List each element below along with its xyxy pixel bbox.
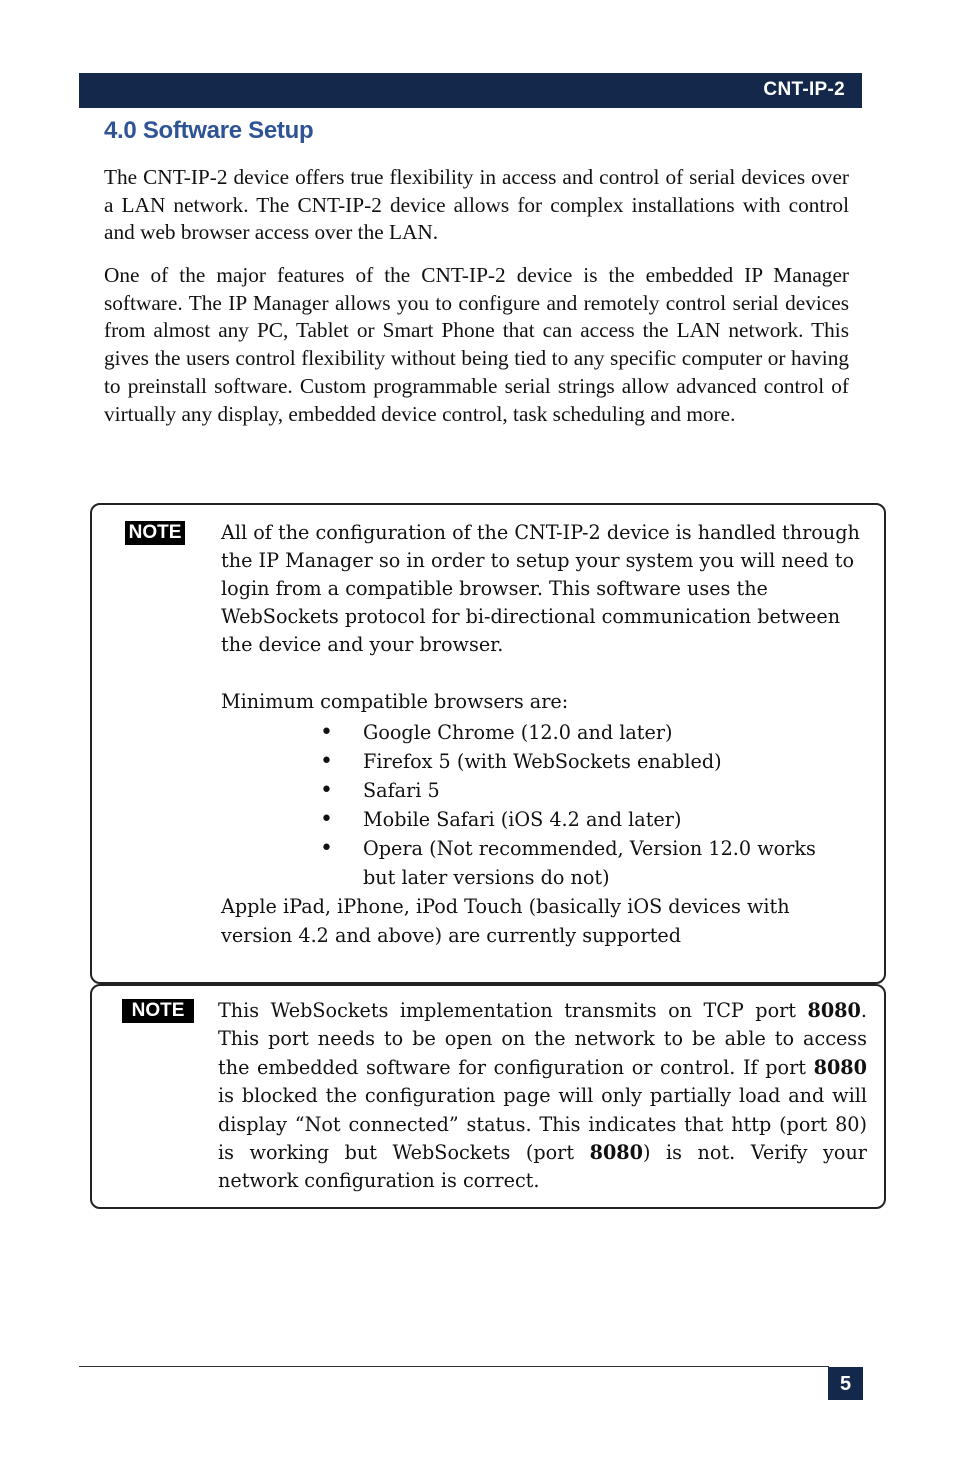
intro-paragraph: The CNT-IP-2 device offers true flexibility in access and control of serial devices over a LAN network. The CNT-IP-2 device allows for complex installations with control and web browser access over the LAN. xyxy=(104,165,849,245)
port-number: 8080 xyxy=(807,999,861,1022)
note-text-part: ) is not. Verify your network configuration is correct. xyxy=(218,1141,867,1193)
port-number: 8080 xyxy=(589,1141,643,1165)
page-number: 5 xyxy=(828,1367,863,1400)
note-text-part: is blocked the configuration page will only partially load and will display “Not connected” status. This indicates that http (port 80) is working but WebSockets (port xyxy=(218,1084,867,1165)
list-item-label: Opera (Not recommended, Version 12.0 works but later versions do not) xyxy=(363,837,816,889)
browser-note-box xyxy=(90,503,886,984)
note-text-part: This WebSockets implementation transmits on TCP port xyxy=(218,999,808,1022)
list-item-label: Mobile Safari (iOS 4.2 and later) xyxy=(363,808,682,831)
footer-divider xyxy=(79,1366,829,1367)
header-title: CNT-IP-2 xyxy=(763,79,845,100)
browser-list xyxy=(308,718,828,892)
note-badge: NOTE xyxy=(122,999,194,1023)
list-item-label: Safari 5 xyxy=(363,779,440,802)
list-item-label: Google Chrome (12.0 and later) xyxy=(363,721,673,744)
bullet-icon: • xyxy=(320,720,333,745)
note-text: All of the configuration of the CNT-IP-2 device is handled through the IP Manager so in order to setup your system you will need to login from a compatible browser. This software uses the WebSockets protocol for bi-directional communication between the device and your browser. xyxy=(221,521,860,656)
features-paragraph: One of the major features of the CNT-IP-2 device is the embedded IP Manager software. The IP Manager allows you to configure and remotely control serial devices from almost any PC, Tablet or Smart Phone that can access the LAN network. This gives the users control flexibility without being tied to any specific computer or having to preinstall software. Custom programmable serial strings allow advanced control of virtually any display, embedded device control, task scheduling and more. xyxy=(104,263,849,426)
list-item xyxy=(308,805,828,834)
bullet-icon: • xyxy=(320,749,333,774)
note-text-part: . This port needs to be open on the network to be able to access the embedded software for configuration or control. If port xyxy=(218,999,867,1079)
list-item xyxy=(308,747,828,776)
list-item xyxy=(308,834,828,892)
bullet-icon: • xyxy=(320,807,333,832)
port-note-box xyxy=(90,984,886,1209)
port-note-text xyxy=(218,997,867,1196)
port-number: 8080 xyxy=(813,1055,867,1079)
list-item-label: Firefox 5 (with WebSockets enabled) xyxy=(363,750,722,773)
list-item xyxy=(308,718,828,747)
note-badge: NOTE xyxy=(125,521,185,545)
bullet-icon: • xyxy=(320,836,333,861)
bullet-icon: • xyxy=(320,778,333,803)
min-browsers-label: Minimum compatible browsers are: xyxy=(221,690,569,713)
list-item xyxy=(308,776,828,805)
section-heading: 4.0 Software Setup xyxy=(104,117,314,144)
header-bar xyxy=(79,73,862,108)
apple-support-text: Apple iPad, iPhone, iPod Touch (basically iOS devices with version 4.2 and above) are currently supported xyxy=(221,895,790,947)
